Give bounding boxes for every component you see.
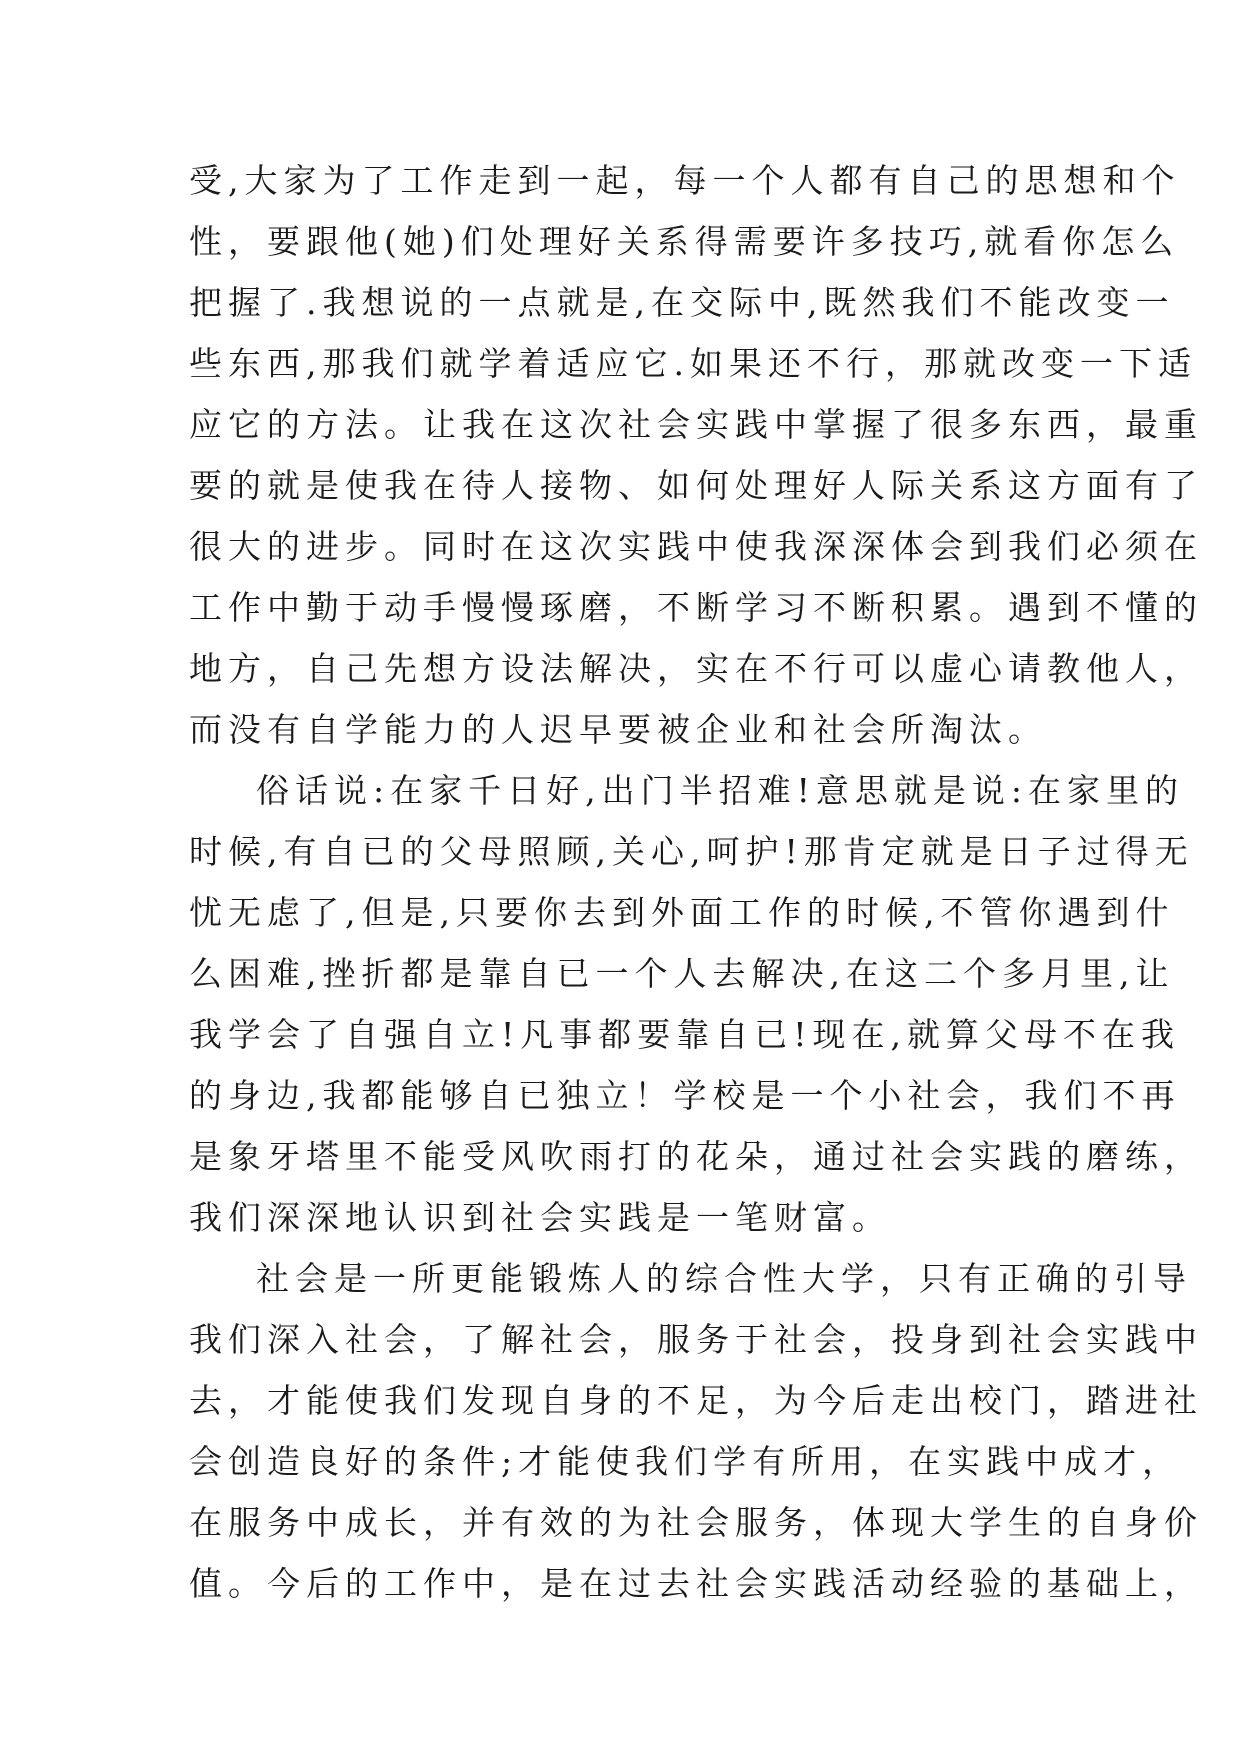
text-line: 把握了.我想说的一点就是,在交际中,既然我们不能改变一 — [189, 283, 1175, 322]
text-line: 时候,有自已的父母照顾,关心,呵护!那肯定就是日子过得无 — [189, 832, 1194, 871]
text-line: 很大的进步。同时在这次实践中使我深深体会到我们必须在 — [189, 527, 1203, 566]
text-line: 是象牙塔里不能受风吹雨打的花朵，通过社会实践的磨练， — [189, 1137, 1203, 1176]
text-line: 工作中勤于动手慢慢琢磨，不断学习不断积累。遇到不懂的 — [189, 588, 1203, 627]
text-line: 受,大家为了工作走到一起，每一个人都有自己的思想和个 — [189, 161, 1181, 200]
paragraph-first-line: 社会是一所更能锻炼人的综合性大学，只有正确的引导 — [256, 1259, 1192, 1298]
text-line: 性，要跟他(她)们处理好关系得需要许多技巧,就看你怎么 — [189, 222, 1180, 261]
text-line: 我们深深地认识到社会实践是一笔财富。 — [189, 1198, 891, 1237]
text-line: 要的就是使我在待人接物、如何处理好人际关系这方面有了 — [189, 466, 1203, 505]
text-line: 应它的方法。让我在这次社会实践中掌握了很多东西，最重 — [189, 405, 1203, 444]
paragraph-first-line: 俗话说:在家千日好,出门半招难!意思就是说:在家里的 — [256, 771, 1184, 810]
text-line: 地方，自己先想方设法解决，实在不行可以虚心请教他人， — [189, 649, 1203, 688]
text-line: 去，才能使我们发现自身的不足，为今后走出校门，踏进社 — [189, 1381, 1203, 1420]
text-line: 值。今后的工作中，是在过去社会实践活动经验的基础上， — [189, 1564, 1203, 1603]
text-line: 会创造良好的条件;才能使我们学有所用，在实践中成才， — [189, 1442, 1182, 1481]
body-text — [189, 150, 1203, 1614]
text-line: 而没有自学能力的人迟早要被企业和社会所淘汰。 — [189, 710, 1047, 749]
text-line: 忧无虑了,但是,只要你去到外面工作的时候,不管你遇到什 — [189, 893, 1175, 932]
text-line: 我学会了自强自立!凡事都要靠自已!现在,就算父母不在我 — [189, 1015, 1181, 1054]
text-line: 么困难,挫折都是靠自已一个人去解决,在这二个多月里,让 — [189, 954, 1175, 993]
text-line: 的身边,我都能够自已独立！学校是一个小社会，我们不再 — [189, 1076, 1181, 1115]
text-line: 些东西,那我们就学着适应它.如果还不行，那就改变一下适 — [189, 344, 1197, 383]
text-line: 我们深入社会，了解社会，服务于社会，投身到社会实践中 — [189, 1320, 1203, 1359]
text-line: 在服务中成长，并有效的为社会服务，体现大学生的自身价 — [189, 1503, 1203, 1542]
